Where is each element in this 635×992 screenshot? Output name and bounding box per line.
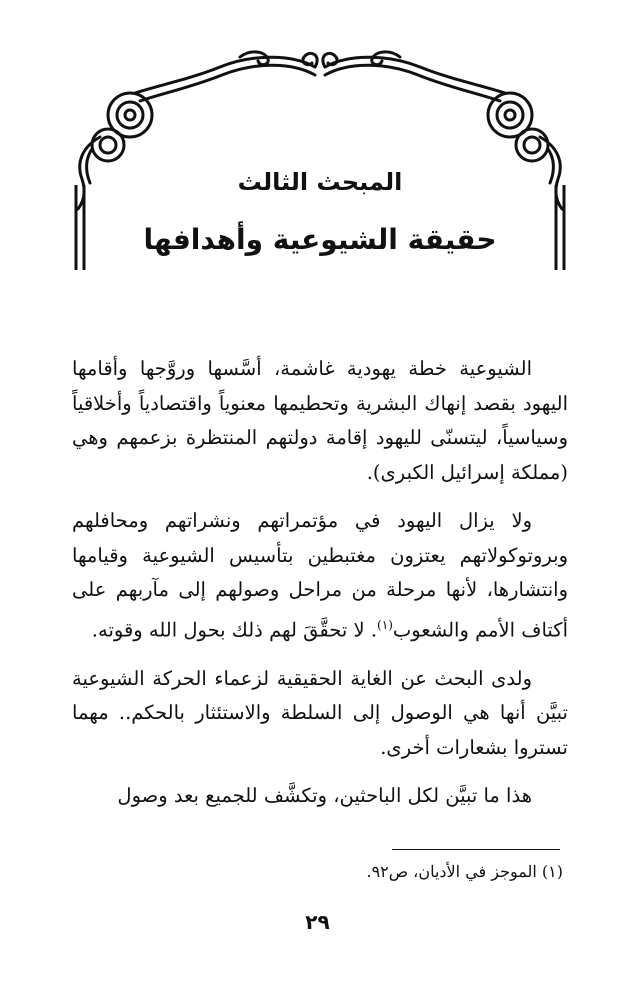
footnote-divider (392, 849, 560, 850)
paragraph-2-text: ولا يزال اليهود في مؤتمراتهم ونشراتهم ومحافلهم وبروتوكولاتهم يعتزون مغتبطين بتأسيس الشيوعية وقيامها وانتشارها، لأنها مرحلة من مراحل وصولهم إلى مآربهم على أكتاف الأمم والشعوب (72, 509, 568, 641)
page-number: ٢٩ (305, 910, 330, 934)
paragraph-3: ولدى البحث عن الغاية الحقيقية لزعماء الحركة الشيوعية تبيَّن أنها هي الوصول إلى السلطة والاستئثار بالحكم.. مهما تستروا بشعارات أخرى. (72, 666, 568, 759)
paragraph-4: هذا ما تبيَّن لكل الباحثين، وتكشَّف للجميع بعد وصول (117, 784, 532, 807)
section-heading: المبحث الثالث (237, 168, 403, 196)
paragraph-1: الشيوعية خطة يهودية غاشمة، أسَّسها وروَّجها وأقامها اليهود بقصد إنهاك البشرية وتحطيمها معنوياً واقتصادياً وأخلاقياً وسياسياً، ليتسنّى لليهود إقامة دولتهم المنتظرة بزعمهم وهي (مملكة إسرائيل الكبرى). (72, 357, 568, 484)
footnote-reference[interactable]: (١) (377, 617, 393, 632)
body-text (72, 352, 568, 828)
chapter-title: حقيقة الشيوعية وأهدافها (143, 223, 497, 256)
footnote: (١) الموجز في الأديان، ص٩٢. (366, 862, 563, 881)
paragraph-2 (72, 504, 568, 648)
paragraph-2-tail: . لا تحقَّقَ لهم ذلك بحول الله وقوته. (91, 618, 378, 641)
